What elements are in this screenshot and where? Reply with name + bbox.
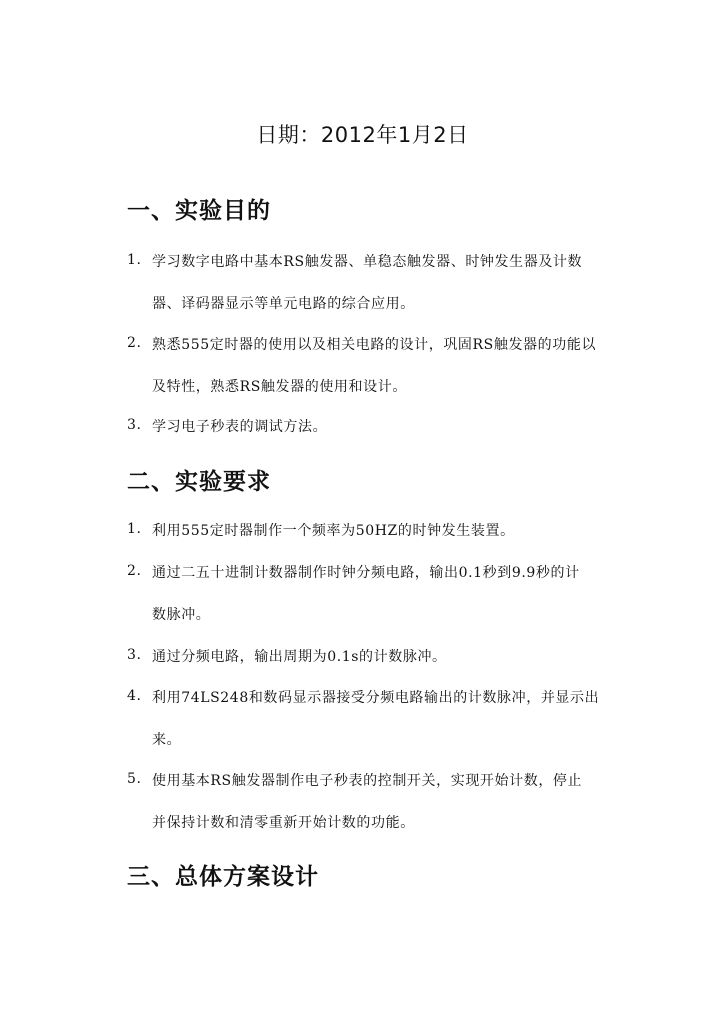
list-item-number: 3.	[127, 417, 142, 433]
list-item-number: 3.	[127, 647, 142, 663]
section-heading-purpose: 一、实验目的	[127, 198, 271, 224]
list-item-number: 4.	[127, 688, 142, 704]
list-item-line: 器、译码器显示等单元电路的综合应用。	[152, 296, 415, 312]
list-item-line: 使用基本RS触发器制作电子秒表的控制开关，实现开始计数，停止	[152, 773, 583, 789]
document-date: 日期：2012年1月2日	[256, 123, 469, 147]
list-item-line: 学习数字电路中基本RS触发器、单稳态触发器、时钟发生器及计数	[152, 254, 583, 270]
list-item-line: 来。	[152, 732, 182, 748]
list-item-line: 学习电子秒表的调试方法。	[152, 419, 328, 435]
list-item-number: 2.	[127, 563, 142, 579]
section-heading-overall-design: 三、总体方案设计	[127, 864, 319, 890]
list-item-line: 并保持计数和清零重新开始计数的功能。	[152, 815, 415, 831]
list-item-line: 利用74LS248和数码显示器接受分频电路输出的计数脉冲，并显示出	[152, 690, 600, 706]
list-item-line: 通过二五十进制计数器制作时钟分频电路，输出0.1秒到9.9秒的计	[152, 565, 580, 581]
list-item-line: 数脉冲。	[152, 607, 211, 623]
list-item-line: 通过分频电路，输出周期为0.1s的计数脉冲。	[152, 649, 447, 665]
list-item-line: 熟悉555定时器的使用以及相关电路的设计，巩固RS触发器的功能以	[152, 337, 597, 353]
section-heading-requirements: 二、实验要求	[127, 469, 271, 495]
list-item-line: 及特性，熟悉RS触发器的使用和设计。	[152, 379, 407, 395]
list-item-number: 5.	[127, 771, 142, 787]
list-item-number: 1.	[127, 521, 142, 537]
list-item-line: 利用555定时器制作一个频率为50HZ的时钟发生装置。	[152, 523, 515, 539]
list-item-number: 2.	[127, 335, 142, 351]
list-item-number: 1.	[127, 252, 142, 268]
